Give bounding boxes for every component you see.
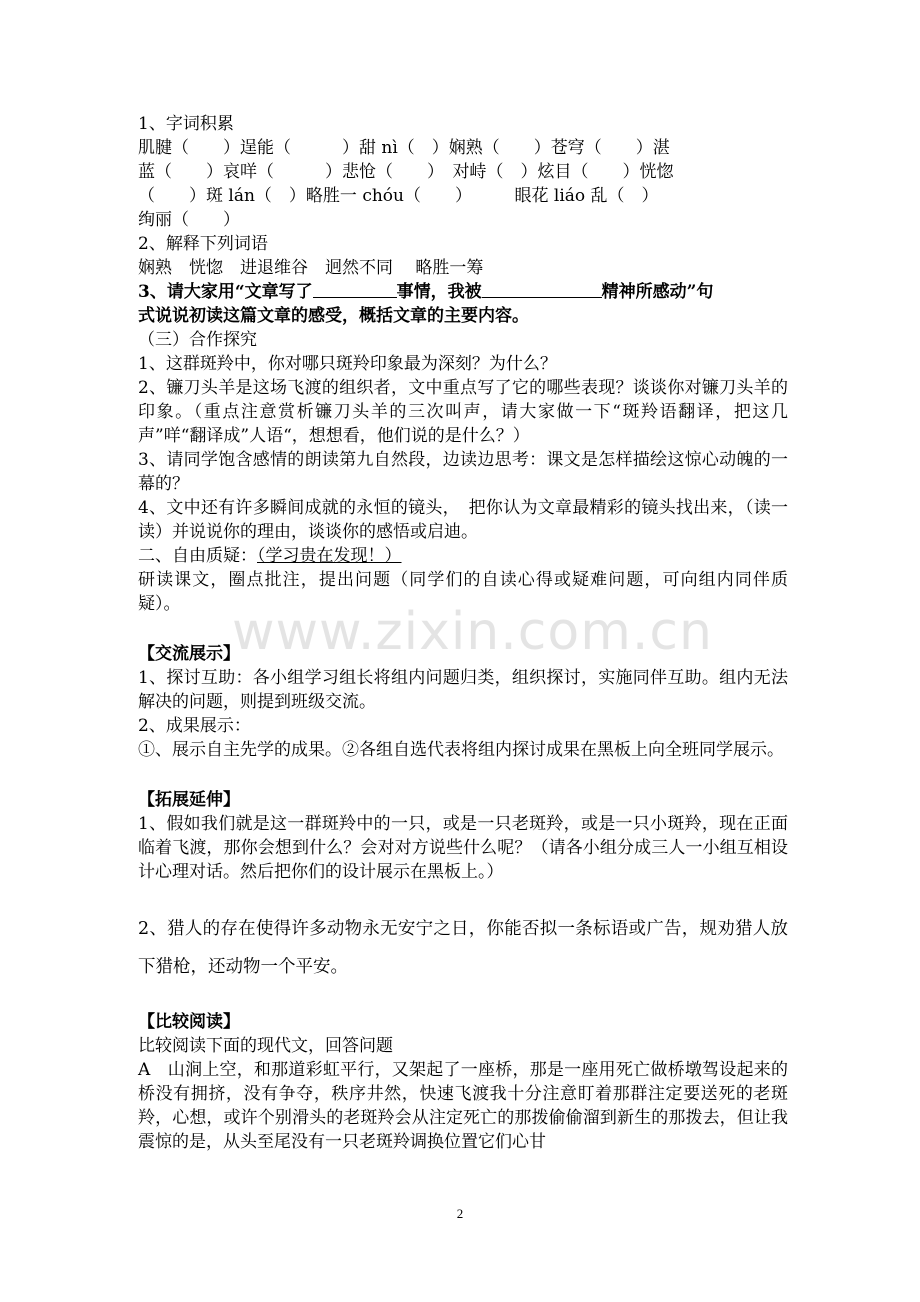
free-questioning-motto: （学习贵在发现！） <box>257 546 402 566</box>
exchange-item-3: ①、展示自主先学的成果。②各组自选代表将组内探讨成果在黑板上向全班同学展示。 <box>138 740 784 760</box>
inquiry-question-4: 4、文中还有许多瞬间成就的永恒的镜头， 把你认为文章最精彩的镜头找出来，（读一读）并说说你的理由，谈谈你的感悟或启迪。 <box>138 498 788 542</box>
fill-blank-event[interactable] <box>313 280 397 298</box>
vocab-line-2: 蓝（ ）哀咩（ ）悲怆（ ） 对峙（ ）炫目（ ）恍惚 <box>138 162 674 182</box>
section-word-accumulation-title: 1、字词积累 <box>138 114 234 134</box>
document-content <box>138 112 788 1154</box>
exchange-item-2: 2、成果展示： <box>138 716 251 736</box>
summary-prompt-part-3: 精神所感动”句 <box>601 282 714 302</box>
section-exchange-title: 【交流展示】 <box>138 644 240 664</box>
section-cooperative-inquiry-title: （三）合作探究 <box>138 330 257 350</box>
vocab-line-4: 绚丽（ ） <box>138 210 240 230</box>
comparative-reading-passage-a: A 山涧上空，和那道彩虹平行，又架起了一座桥，那是一座用死亡做桥墩驾设起来的桥没有拥挤，没有争夺，秩序井然，快速飞渡我十分注意盯着那群注定要送死的老斑羚，心想，或许个别滑头的老斑羚会从注定死亡的那拨偷偷溜到新生的那拨去，但让我震惊的是，从头至尾没有一只老斑羚调换位置它们心甘 <box>138 1060 788 1152</box>
watermark: www.zixin.com.cn <box>232 602 713 662</box>
section-comparative-reading-title: 【比较阅读】 <box>138 1012 240 1032</box>
free-questioning-label: 二、自由质疑： <box>138 546 257 566</box>
vocab-line-3: （ ）斑 lán（ ）略胜一 chóu（ ） 眼花 liáo 乱（ ） <box>138 186 659 206</box>
inquiry-question-2: 2、镰刀头羊是这场飞渡的组织者，文中重点写了它的哪些表现？谈谈你对镰刀头羊的印象。（重点注意赏析镰刀头羊的三次叫声，请大家做一下“斑羚语翻译，把这几声”咩“翻译成”人语“，想想看，他们说的是什么？） <box>138 378 788 446</box>
comparative-reading-intro: 比较阅读下面的现代文，回答问题 <box>138 1036 393 1056</box>
page-number: 2 <box>456 1206 464 1221</box>
extension-item-2: 2、猎人的存在使得许多动物永无安宁之日，你能否拟一条标语或广告，规劝猎人放下猎枪，还动物一个平安。 <box>138 919 788 977</box>
explain-words-list: 娴熟 恍惚 进退维谷 迥然不同 略胜一筹 <box>138 258 484 278</box>
inquiry-question-3: 3、请同学饱含感情的朗读第九自然段，边读边思考：课文是怎样描绘这惊心动魄的一幕的？ <box>138 450 788 494</box>
section-extension-title: 【拓展延伸】 <box>138 790 240 810</box>
section-free-questioning-title <box>138 544 788 568</box>
vocab-line-1: 肌腱（ ）逞能（ ）甜 nì（ ）娴熟（ ）苍穹（ ）湛 <box>138 138 670 158</box>
summary-prompt-line-2: 式说说初读这篇文章的感受，概括文章的主要内容。 <box>138 306 529 326</box>
exchange-item-1: 1、探讨互助：各小组学习组长将组内问题归类，组织探讨，实施同伴互助。组内无法解决的问题，则提到班级交流。 <box>138 668 788 712</box>
section-explain-words-title: 2、解释下列词语 <box>138 234 268 254</box>
inquiry-question-1: 1、这群斑羚中，你对哪只斑羚印象最为深刻？为什么？ <box>138 354 557 374</box>
free-questioning-text: 研读课文，圈点批注，提出问题（同学们的自读心得或疑难问题，可向组内同伴质疑）。 <box>138 570 788 614</box>
summary-prompt-line-1 <box>138 280 788 304</box>
summary-prompt-part-2: 事情，我被 <box>396 282 482 302</box>
summary-prompt-part-1: 3、请大家用“文章写了 <box>138 282 313 302</box>
fill-blank-spirit[interactable] <box>482 280 602 298</box>
extension-item-1: 1、假如我们就是这一群斑羚中的一只，或是一只老斑羚，或是一只小斑羚，现在正面临着飞渡，那你会想到什么？会对对方说些什么呢？（请各小组分成三人一小组互相设计心理对话。然后把你们的设计展示在黑板上。） <box>138 814 788 882</box>
